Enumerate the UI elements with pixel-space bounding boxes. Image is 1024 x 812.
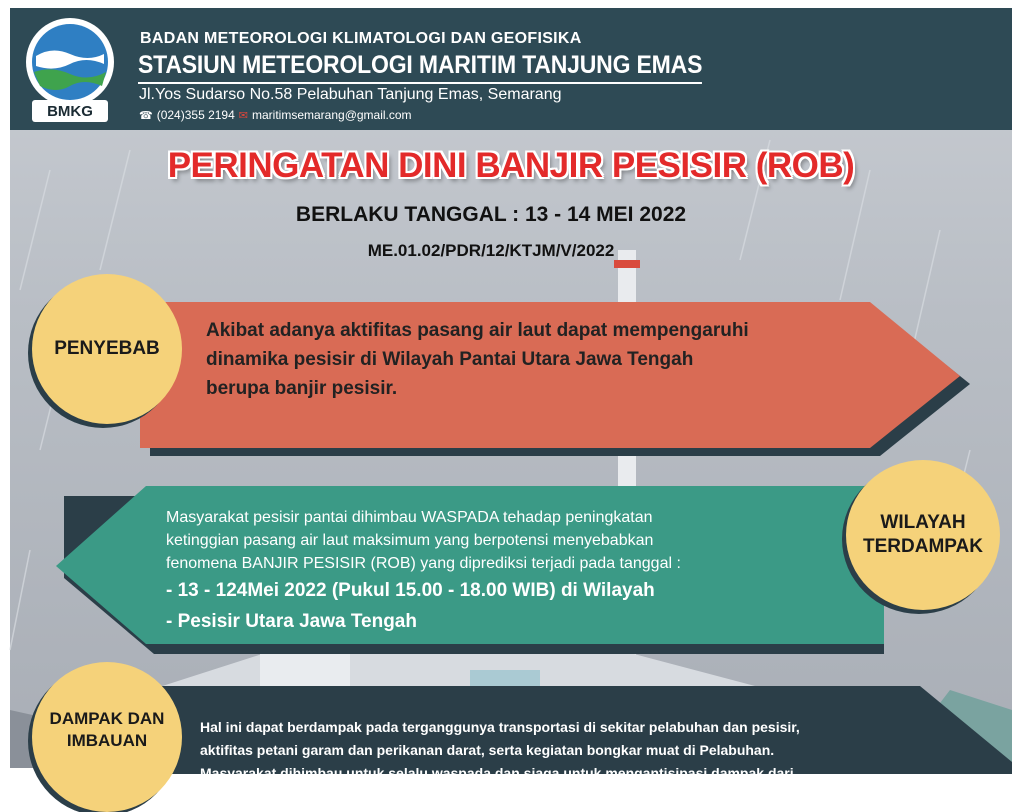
area-line: ketinggian pasang air laut maksimum yang berpotensi menyebabkan: [166, 532, 654, 549]
cause-text: [206, 316, 886, 403]
area-label-circle: [846, 460, 1000, 610]
impact-text: [200, 716, 920, 785]
phone-icon: ☎: [139, 109, 153, 122]
validity-date: BERLAKU TANGGAL : 13 - 14 MEI 2022: [295, 203, 687, 226]
contact-line: [139, 108, 412, 122]
bmkg-logo: [22, 16, 118, 124]
page-title: PERINGATAN DINI BANJIR PESISIR (ROB): [167, 146, 855, 185]
reference-number: ME.01.02/PDR/12/KTJM/V/2022: [367, 241, 615, 260]
organization-name: BADAN METEOROLOGI KLIMATOLOGI DAN GEOFISIKA: [140, 30, 582, 47]
area-label-line: TERDAMPAK: [863, 536, 983, 557]
impact-label-line: DAMPAK DAN: [49, 709, 165, 728]
impact-label-line: IMBAUAN: [66, 731, 148, 750]
impact-line: Hal ini dapat berdampak pada terganggunya transportasi di sekitar pelabuhan dan pesisir,: [200, 719, 800, 735]
mail-icon: ✉: [238, 109, 248, 122]
cause-label-circle: [32, 274, 182, 424]
poster: [10, 8, 1012, 781]
cause-line: berupa banjir pesisir.: [206, 378, 398, 399]
cause-line: dinamika pesisir di Wilayah Pantai Utara Jawa Tengah: [206, 349, 694, 370]
logo-text: BMKG: [47, 103, 93, 120]
area-text: [166, 506, 826, 637]
impact-line: Masyarakat dihimbau untuk selalu waspada dan siaga untuk mengantisipasi dampak dari: [200, 765, 794, 781]
impact-line: aktifitas petani garam dan perikanan darat, serta kegiatan bongkar muat di Pelabuhan.: [200, 742, 775, 758]
station-address: Jl.Yos Sudarso No.58 Pelabuhan Tanjung Emas, Semarang: [139, 86, 562, 103]
area-bullet: - 13 - 124Mei 2022 (Pukul 15.00 - 18.00 WIB) di Wilayah: [166, 580, 655, 601]
cause-line: Akibat adanya aktifitas pasang air laut dapat mempengaruhi: [206, 320, 749, 341]
station-name: STASIUN METEOROLOGI MARITIM TANJUNG EMAS: [138, 51, 702, 84]
impact-label-circle: [32, 662, 182, 812]
area-line: Masyarakat pesisir pantai dihimbau WASPADA tehadap peningkatan: [166, 509, 653, 526]
area-bullet: - Pesisir Utara Jawa Tengah: [166, 611, 417, 632]
area-label-line: WILAYAH: [880, 512, 966, 533]
phone-number: (024)355 2194: [156, 108, 235, 122]
area-line: fenomena BANJIR PESISIR (ROB) yang diprediksi terjadi pada tanggal :: [166, 555, 681, 572]
header-bar: [10, 8, 1012, 130]
cause-label: PENYEBAB: [54, 338, 160, 359]
email-address: maritimsemarang@gmail.com: [252, 108, 412, 122]
